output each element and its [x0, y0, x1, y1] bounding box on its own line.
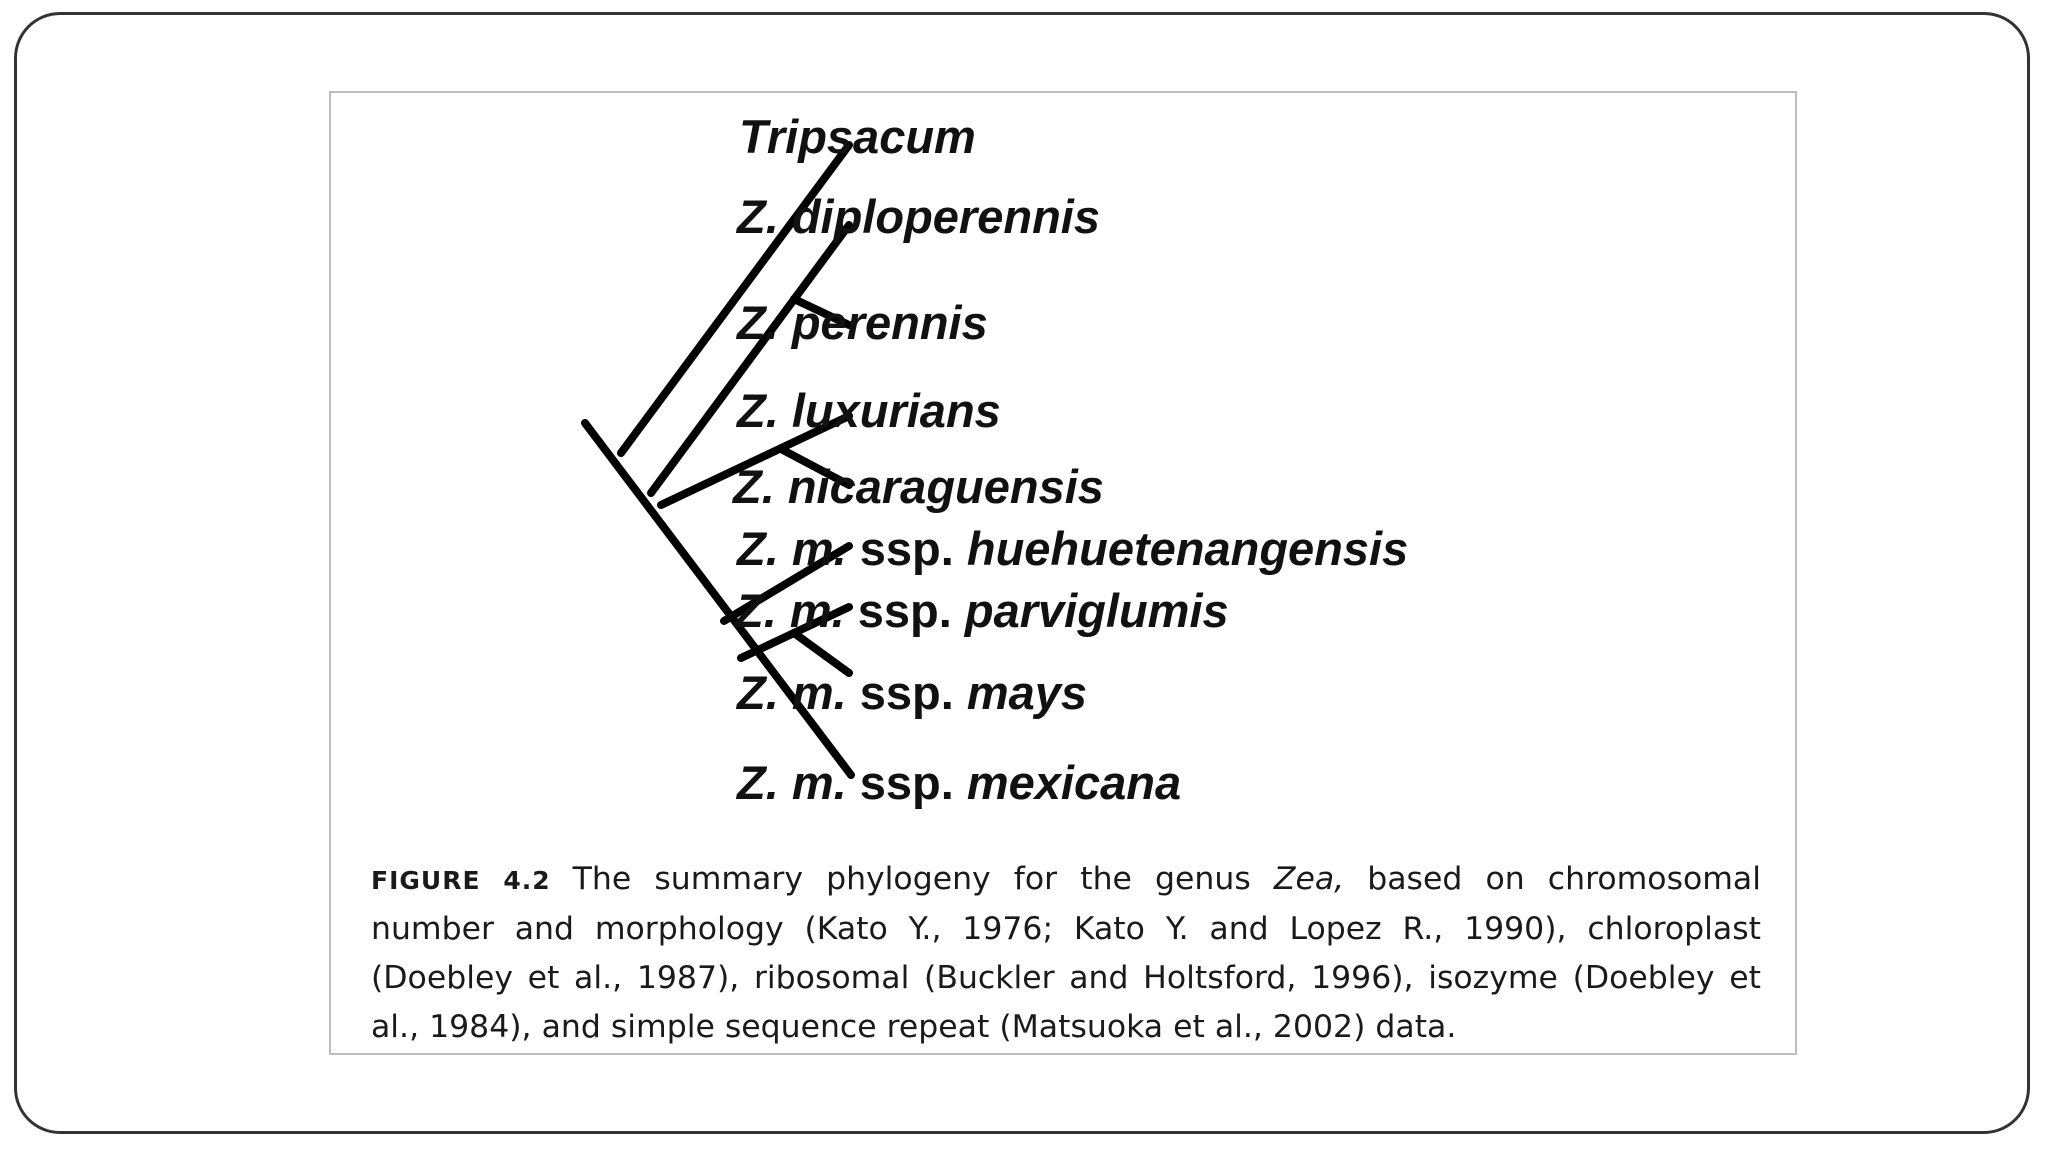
figure-caption-label: FIGURE 4.2	[371, 866, 551, 895]
figure-caption-text: The summary phylogeny for the genus	[572, 861, 1274, 897]
taxon-label-mays: Z. m. ssp. mays	[737, 666, 1088, 719]
taxon-label-z-luxurians: Z. luxurians	[737, 384, 1001, 437]
figure-caption-genus: Zea,	[1273, 861, 1345, 897]
branch-perennial-clade	[651, 225, 849, 493]
figure-caption-text-rest: based on chromosomal number and morphology (Kato Y., 1976; Kato Y. and Lopez R., 1990), chloroplast (Doebley et al., 1987), ribosomal (Buckler and Holtsford, 1996), isozyme (Doebley et al., 1984), and simple sequence repeat (Matsuoka et al., 2002) data.	[371, 861, 1761, 1045]
taxon-label-mexicana: Z. m. ssp. mexicana	[737, 756, 1182, 809]
slide-frame	[14, 12, 2030, 1134]
taxon-label-parviglumis: Z. m. ssp. parviglumis	[735, 584, 1229, 637]
figure-4-2	[329, 91, 1797, 1055]
taxon-label-tripsacum: Tripsacum	[739, 110, 976, 163]
taxon-label-z-nicaraguensis: Z. nicaraguensis	[733, 460, 1104, 513]
taxon-label-z-diploperennis: Z. diploperennis	[737, 190, 1100, 243]
taxon-label-huehuetenangensis: Z. m. ssp. huehuetenangensis	[737, 522, 1409, 575]
figure-caption	[371, 855, 1761, 1052]
taxon-label-z-perennis: Z. perennis	[737, 296, 988, 349]
